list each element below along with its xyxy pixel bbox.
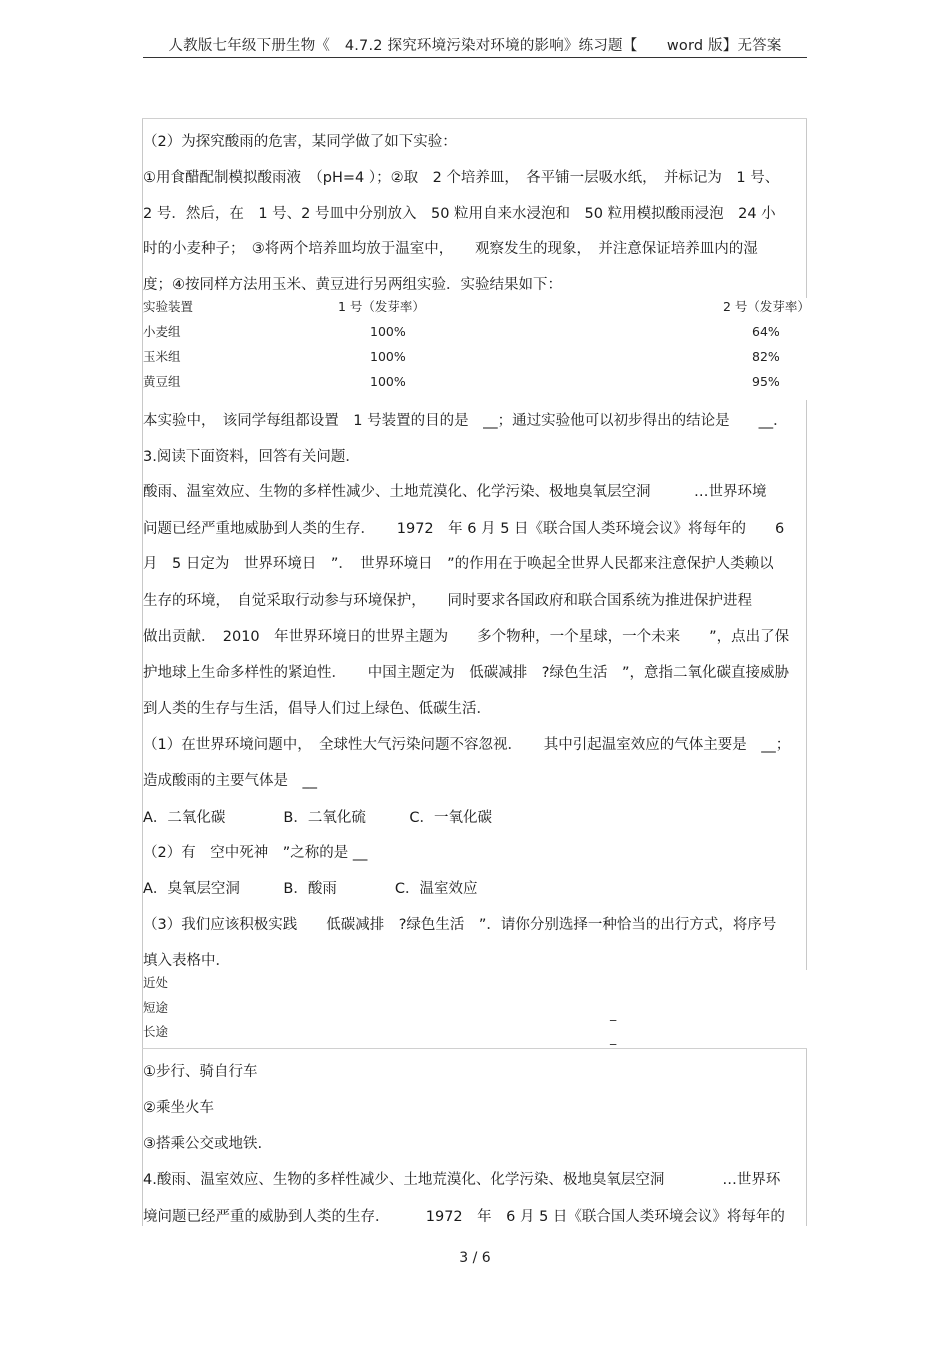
results-cell: 100% (370, 374, 406, 389)
travel-option-3: ③搭乘公交或地铁. (143, 1136, 263, 1152)
section3-line-7: 到人类的生存与生活，倡导人们过上绿色、低碳生活． (143, 701, 491, 717)
page-header: 人教版七年级下册生物《 4.7.2 探究环境污染对环境的影响》练习题【 word 版】无答案 (168, 38, 782, 54)
frame-right-edge-bottom (806, 1048, 807, 1226)
results-row-label: 小麦组 (143, 324, 181, 339)
experiment-line-3: 时的小麦种子； ③将两个培养皿均放于温室中， 观察发生的现象， 并注意保证培养皿内的湿 (143, 241, 758, 257)
experiment-line-2: 2 号．然后，在 1 号、2 号皿中分别放入 50 粒用自来水浸泡和 50 粒用模拟酸雨浸泡 24 小 (143, 206, 776, 222)
question-1-line-1: （1）在世界环境问题中， 全球性大气污染问题不容忽视． 其中引起温室效应的气体主要是 __； (143, 737, 791, 753)
section3-line-5: 做出贡献． 2010 年世界环境日的世界主题为 多个物种，一个星球，一个未来 ”，点出了保 (143, 629, 790, 645)
results-cell: 82% (752, 349, 780, 364)
section3-line-4: 生存的环境， 自觉采取行动参与环境保护， 同时要求各国政府和联合国系统为推进保护进程 (143, 593, 752, 609)
page-number: 3 / 6 (459, 1250, 491, 1266)
results-cell: 100% (370, 349, 406, 364)
results-cell: 64% (752, 324, 780, 339)
question-1-line-2: 造成酸雨的主要气体是 __ (143, 773, 317, 789)
results-header-dish1: 1 号（发芽率） (338, 299, 425, 314)
frame-top-edge (142, 118, 807, 119)
section3-title: 3.阅读下面资料，回答有关问题． (143, 449, 360, 465)
section3-line-6: 护地球上生命多样性的紧迫性． 中国主题定为 低碳减排 ?绿色生活 ”，意指二氧化碳直接威胁 (143, 665, 789, 681)
frame-separator (142, 1048, 807, 1049)
results-row-label: 黄豆组 (143, 374, 181, 389)
travel-answer-blank: _ (610, 1030, 617, 1045)
travel-row-label: 短途 (143, 1000, 169, 1015)
question-2: （2）有 空中死神 ”之称的是 __ (143, 845, 368, 861)
results-header-dish2: 2 号（发芽率） (723, 299, 810, 314)
header-rule (143, 57, 807, 58)
experiment-line-1: ①用食醋配制模拟酸雨液 （pH=4 ）；②取 2 个培养皿， 各平铺一层吸水纸， 并标记为 1 号、 (143, 170, 780, 186)
question-2-options: A．臭氧层空洞 B．酸雨 C．温室效应 (143, 881, 478, 897)
results-row-label: 玉米组 (143, 349, 181, 364)
frame-right-edge-top (806, 118, 807, 298)
results-header-device: 实验装置 (143, 299, 194, 314)
section3-line-3: 月 5 日定为 世界环境日 ”． 世界环境日 ”的作用在于唤起全世界人民都来注意保护人类赖以 (143, 556, 774, 572)
section3-line-2: 问题已经严重地威胁到人类的生存． 1972 年 6 月 5 日《联合国人类环境会议》将每年的 6 (143, 521, 785, 537)
section4-line-2: 境问题已经严重的威胁到人类的生存． 1972 年 6 月 5 日《联合国人类环境会议》将每年的 (143, 1209, 785, 1225)
question-3-line-1: （3）我们应该积极实践 低碳减排 ?绿色生活 ”．请你分别选择一种恰当的出行方式，将序号 (143, 917, 777, 933)
experiment-question: 本实验中， 该同学每组都设置 1 号装置的目的是 __；通过实验他可以初步得出的结论是 __． (143, 413, 788, 429)
question-1-options: A．二氧化碳 B．二氧化硫 C．一氧化碳 (143, 810, 492, 826)
travel-option-1: ①步行、骑自行车 (143, 1064, 258, 1080)
section4-line-1: 4.酸雨、温室效应、生物的多样性减少、土地荒漠化、化学污染、极地臭氧层空洞 …世界环 (143, 1172, 781, 1188)
section3-line-1: 酸雨、温室效应、生物的多样性减少、土地荒漠化、化学污染、极地臭氧层空洞 …世界环境 (143, 484, 767, 500)
travel-option-2: ②乘坐火车 (143, 1100, 214, 1116)
travel-row-label: 长途 (143, 1024, 169, 1039)
travel-row-label: 近处 (143, 975, 169, 990)
results-cell: 100% (370, 324, 406, 339)
results-cell: 95% (752, 374, 780, 389)
experiment-intro: （2）为探究酸雨的危害，某同学做了如下实验： (143, 134, 457, 150)
question-3-line-2: 填入表格中． (143, 953, 230, 969)
frame-right-edge-mid (806, 400, 807, 970)
travel-answer-blank: _ (610, 1006, 617, 1021)
experiment-line-4: 度；④按同样方法用玉米、黄豆进行另两组实验．实验结果如下： (143, 277, 562, 293)
